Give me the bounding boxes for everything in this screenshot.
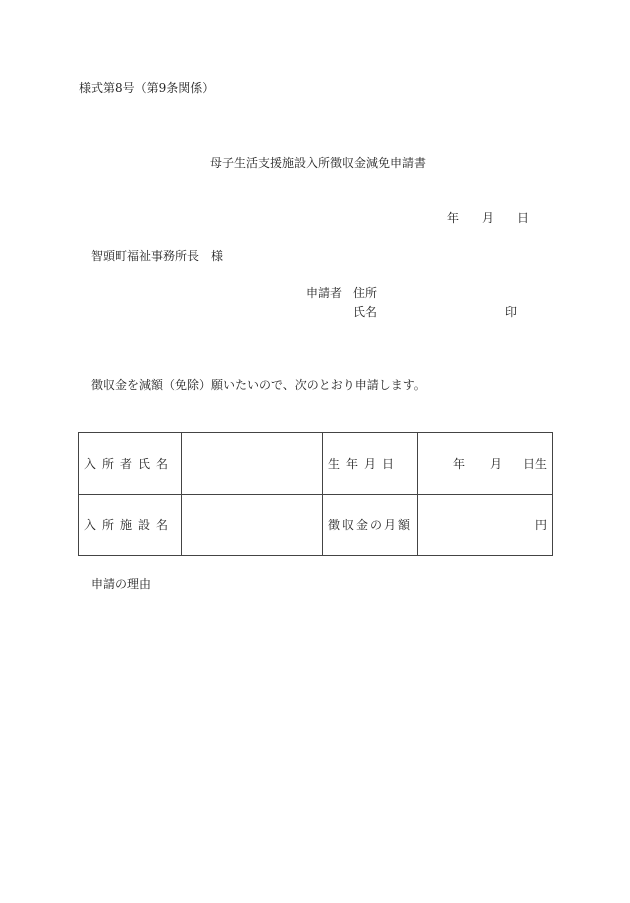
table-row <box>79 494 553 556</box>
date-day: 日 <box>517 211 530 225</box>
birth-day: 日生 <box>522 457 547 471</box>
monthly-fee-label: 徴収金の月額 <box>323 494 418 556</box>
date-month: 月 <box>482 211 495 225</box>
date-year: 年 <box>447 211 460 225</box>
birth-year: 年 <box>453 457 466 471</box>
address-label: 住所 <box>353 286 378 300</box>
resident-name-label: 入所者氏名 <box>79 433 182 495</box>
document-title: 母子生活支援施設入所徴収金減免申請書 <box>210 156 427 170</box>
resident-name-field[interactable] <box>182 433 323 495</box>
seal-mark: 印 <box>505 305 518 319</box>
applicant-label: 申請者 <box>306 286 343 300</box>
monthly-fee-field[interactable]: 円 <box>418 494 553 556</box>
form-number: 様式第8号（第9条関係） <box>79 81 215 95</box>
birthdate-label: 生年月日 <box>323 433 418 495</box>
birthdate-field[interactable] <box>418 433 553 495</box>
birth-month: 月 <box>490 457 503 471</box>
facility-name-label: 入所施設名 <box>79 494 182 556</box>
name-label: 氏名 <box>353 305 378 319</box>
application-table <box>78 432 553 556</box>
reason-label: 申請の理由 <box>91 577 152 591</box>
addressee: 智頭町福祉事務所長 様 <box>91 249 224 263</box>
table-row <box>79 433 553 495</box>
statement: 徴収金を減額（免除）願いたいので、次のとおり申請します。 <box>91 378 426 392</box>
facility-name-field[interactable] <box>182 494 323 556</box>
